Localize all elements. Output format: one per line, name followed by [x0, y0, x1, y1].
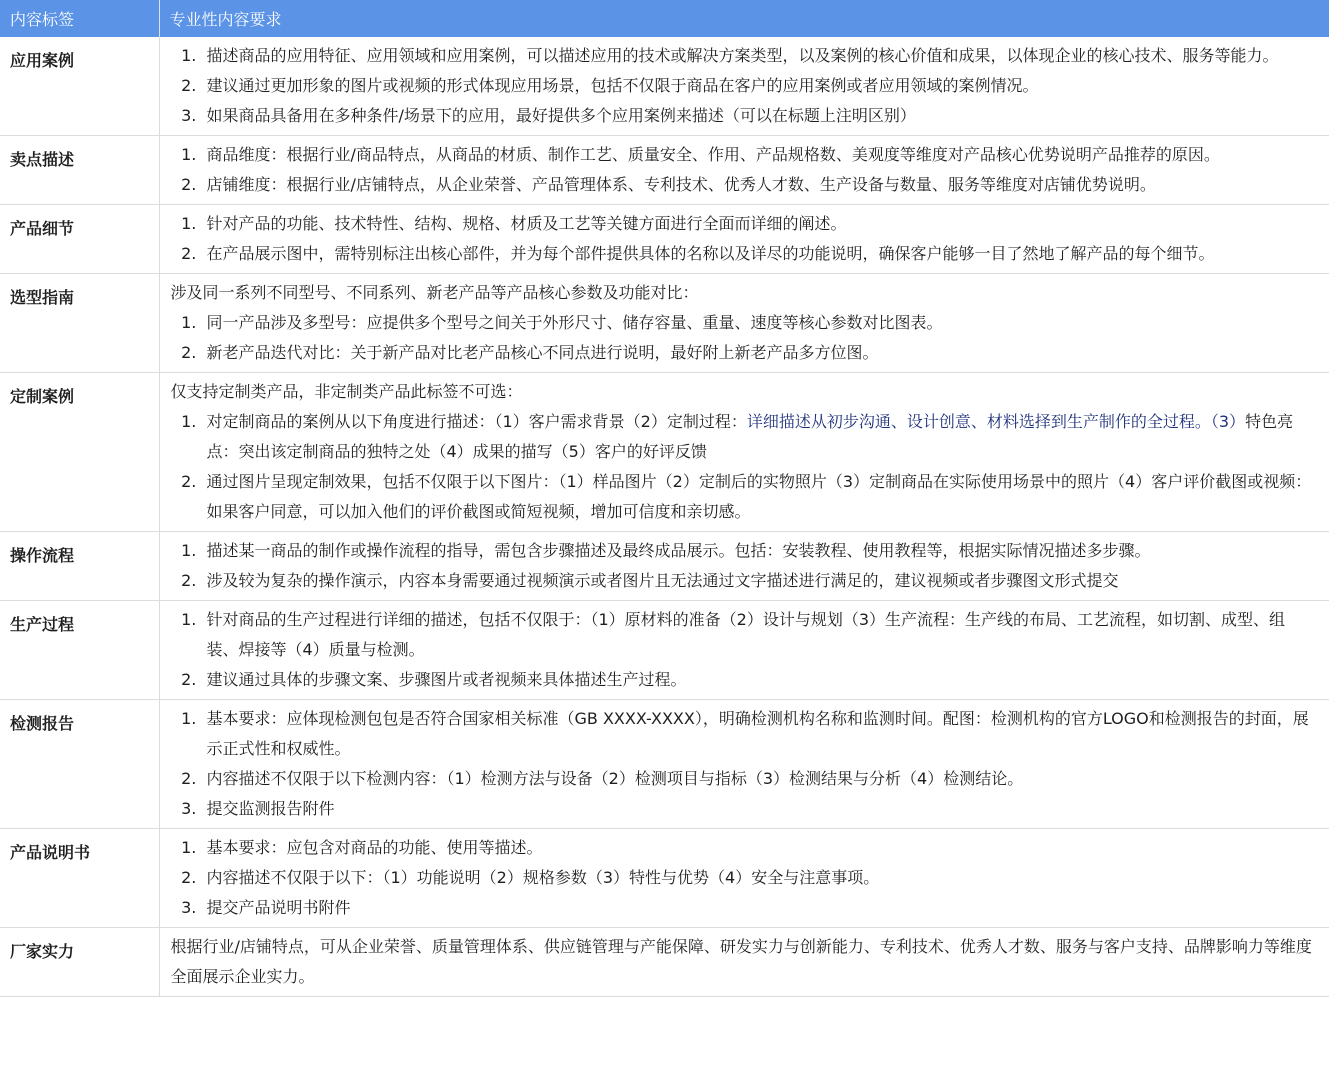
row-label: 操作流程 — [0, 532, 159, 601]
list-item: 3. 提交监测报告附件 — [181, 799, 335, 818]
highlighted-text: 详细描述从初步沟通、设计创意、材料选择到生产制作的全过程。（3） — [746, 412, 1246, 431]
row-label: 产品说明书 — [0, 829, 159, 928]
row-label: 定制案例 — [0, 373, 159, 532]
requirement-list — [171, 308, 1318, 368]
header-content-tag: 内容标签 — [0, 0, 159, 37]
list-item: 3. 如果商品具备用在多种条件/场景下的应用，最好提供多个应用案例来描述（可以在标题上注明区别） — [181, 106, 916, 125]
row-content — [159, 532, 1329, 601]
table-row — [0, 601, 1329, 700]
requirement-list — [171, 536, 1318, 596]
table-row — [0, 928, 1329, 997]
list-item: 2. 通过图片呈现定制效果，包括不仅限于以下图片：（1）样品图片（2）定制后的实物照片（3）定制商品在实际使用场景中的照片（4）客户评价截图或视频：如果客户同意，可以加入他们的评价截图或简短视频，增加可信度和亲切感。 — [181, 472, 1312, 521]
table-row — [0, 136, 1329, 205]
list-item: 1. 针对产品的功能、技术特性、结构、规格、材质及工艺等关键方面进行全面而详细的阐述。 — [181, 214, 847, 233]
table-row — [0, 274, 1329, 373]
table-row — [0, 205, 1329, 274]
list-item: 1. 对定制商品的案例从以下角度进行描述：（1）客户需求背景（2）定制过程：详细描述从初步沟通、设计创意、材料选择到生产制作的全过程。（3）特色亮点：突出该定制商品的独特之处（4）成果的描写（5）客户的好评反馈 — [181, 412, 1294, 461]
row-content — [159, 700, 1329, 829]
list-item: 2. 店铺维度：根据行业/店铺特点，从企业荣誉、产品管理体系、专利技术、优秀人才数、生产设备与数量、服务等维度对店铺优势说明。 — [181, 175, 1156, 194]
table-row — [0, 700, 1329, 829]
row-lead-text: 根据行业/店铺特点，可从企业荣誉、质量管理体系、供应链管理与产能保障、研发实力与创新能力、专利技术、优秀人才数、服务与客户支持、品牌影响力等维度全面展示企业实力。 — [170, 937, 1312, 986]
header-professional-requirements: 专业性内容要求 — [159, 0, 1329, 37]
list-item: 1. 同一产品涉及多型号：应提供多个型号之间关于外形尺寸、储存容量、重量、速度等核心参数对比图表。 — [181, 313, 943, 332]
list-item: 1. 商品维度：根据行业/商品特点，从商品的材质、制作工艺、质量安全、作用、产品规格数、美观度等维度对产品核心优势说明产品推荐的原因。 — [181, 145, 1220, 164]
table-row — [0, 373, 1329, 532]
list-item: 1. 描述某一商品的制作或操作流程的指导，需包含步骤描述及最终成品展示。包括：安装教程、使用教程等，根据实际情况描述多步骤。 — [181, 541, 1151, 560]
item-text: 特色亮点：突出该定制商品的独特之处（4）成果的描写（5）客户的好评反馈 — [206, 412, 1294, 461]
row-lead-text: 仅支持定制类产品，非定制类产品此标签不可选： — [170, 382, 523, 401]
table-row — [0, 37, 1329, 136]
table-header-row — [0, 0, 1329, 37]
list-item: 2. 建议通过更加形象的图片或视频的形式体现应用场景，包括不仅限于商品在客户的应用案例或者应用领域的案例情况。 — [181, 76, 1039, 95]
row-content — [159, 205, 1329, 274]
item-text: 对定制商品的案例从以下角度进行描述：（1）客户需求背景（2）定制过程： — [206, 412, 747, 431]
row-label: 检测报告 — [0, 700, 159, 829]
requirement-list — [171, 833, 1318, 923]
row-content — [159, 37, 1329, 136]
requirement-list — [171, 209, 1318, 269]
requirement-list — [171, 407, 1318, 527]
list-item: 2. 内容描述不仅限于以下检测内容：（1）检测方法与设备（2）检测项目与指标（3）检测结果与分析（4）检测结论。 — [181, 769, 1024, 788]
list-item: 1. 基本要求：应体现检测包包是否符合国家相关标准（GB XXXX-XXXX），明确检测机构名称和监测时间。配图：检测机构的官方LOGO和检测报告的封面，展示正式性和权威性。 — [181, 709, 1309, 758]
requirement-list — [171, 605, 1318, 695]
list-item: 2. 涉及较为复杂的操作演示，内容本身需要通过视频演示或者图片且无法通过文字描述进行满足的，建议视频或者步骤图文形式提交 — [181, 571, 1119, 590]
row-content — [159, 274, 1329, 373]
row-lead-text: 涉及同一系列不同型号、不同系列、新老产品等产品核心参数及功能对比： — [170, 283, 699, 302]
row-content — [159, 829, 1329, 928]
row-content — [159, 601, 1329, 700]
list-item: 1. 针对商品的生产过程进行详细的描述，包括不仅限于：（1）原材料的准备（2）设计与规划（3）生产流程：生产线的布局、工艺流程，如切割、成型、组装、焊接等（4）质量与检测。 — [181, 610, 1286, 659]
table-row — [0, 532, 1329, 601]
row-label: 厂家实力 — [0, 928, 159, 997]
row-label: 生产过程 — [0, 601, 159, 700]
requirement-list — [171, 140, 1318, 200]
list-item: 2. 内容描述不仅限于以下：（1）功能说明（2）规格参数（3）特性与优势（4）安全与注意事项。 — [181, 868, 880, 887]
list-item: 2. 在产品展示图中，需特别标注出核心部件，并为每个部件提供具体的名称以及详尽的功能说明，确保客户能够一目了然地了解产品的每个细节。 — [181, 244, 1215, 263]
row-content — [159, 136, 1329, 205]
list-item: 1. 描述商品的应用特征、应用领域和应用案例，可以描述应用的技术或解决方案类型，以及案例的核心价值和成果，以体现企业的核心技术、服务等能力。 — [181, 46, 1279, 65]
row-content — [159, 928, 1329, 997]
table-row — [0, 829, 1329, 928]
requirement-list — [171, 41, 1318, 131]
list-item: 1. 基本要求：应包含对商品的功能、使用等描述。 — [181, 838, 543, 857]
row-label: 卖点描述 — [0, 136, 159, 205]
row-label: 产品细节 — [0, 205, 159, 274]
row-content — [159, 373, 1329, 532]
list-item: 2. 建议通过具体的步骤文案、步骤图片或者视频来具体描述生产过程。 — [181, 670, 687, 689]
row-label: 应用案例 — [0, 37, 159, 136]
requirement-list — [171, 704, 1318, 824]
list-item: 3. 提交产品说明书附件 — [181, 898, 351, 917]
row-label: 选型指南 — [0, 274, 159, 373]
list-item: 2. 新老产品迭代对比：关于新产品对比老产品核心不同点进行说明，最好附上新老产品多方位图。 — [181, 343, 879, 362]
